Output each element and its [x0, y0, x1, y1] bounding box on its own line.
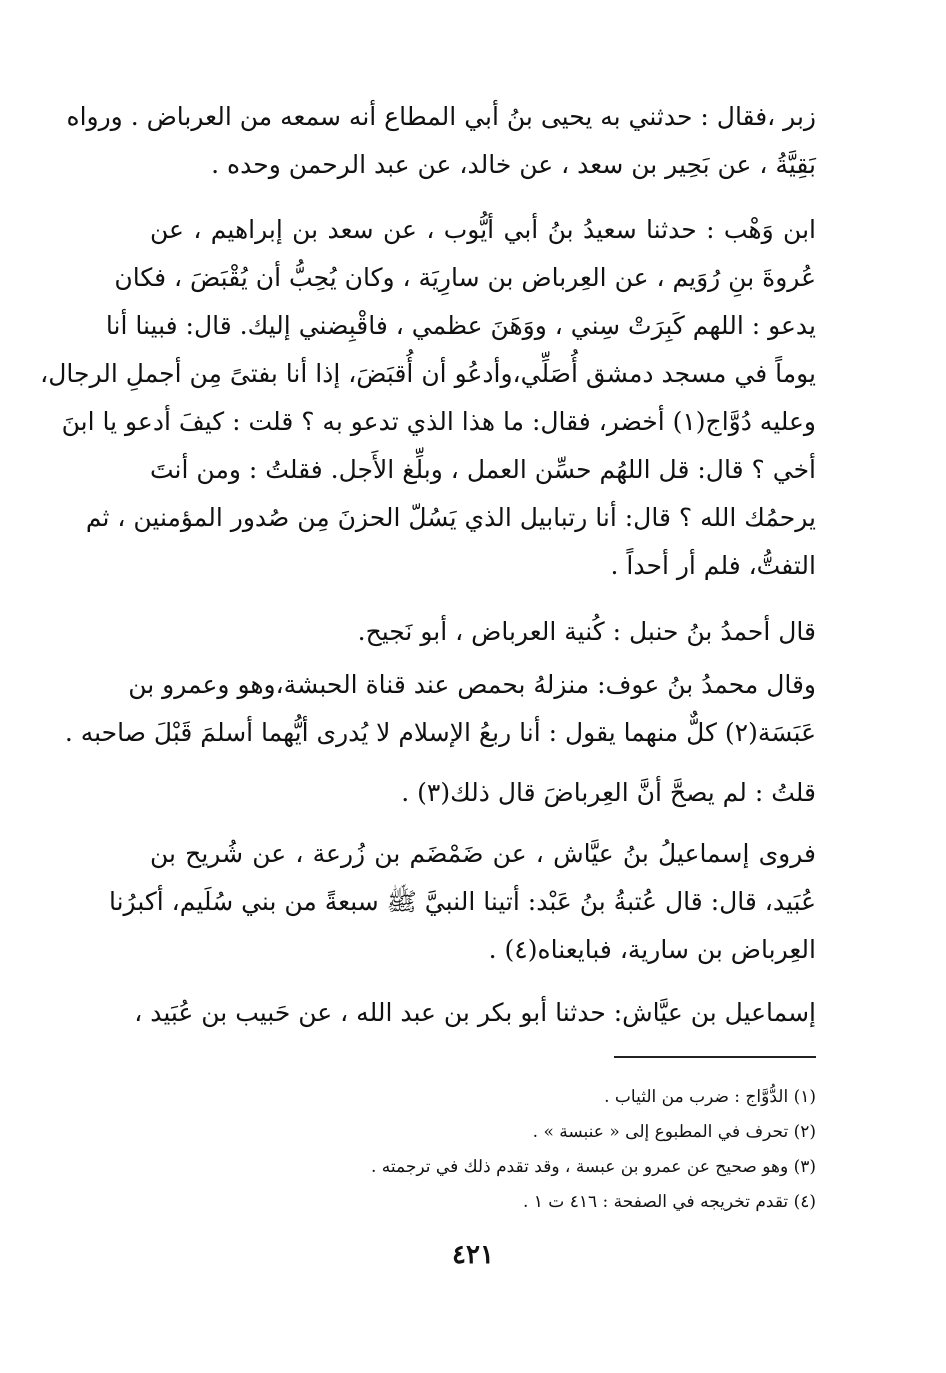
footnote-2: (٢) تحرف في المطبوع إلى « عنبسة » .	[532, 1122, 816, 1142]
footnote-4: (٤) تقدم تخريجه في الصفحة : ٤١٦ ت ١ .	[522, 1192, 816, 1212]
text-line: أخي ؟ قال: قل اللهُم حسِّن العمل ، وبلِّغ الأَجل. فقلتُ : ومن أنتَ	[150, 455, 816, 484]
text-line: قلتُ : لم يصحَّ أنَّ العِرباضَ قال ذلك(٣) .	[401, 778, 816, 807]
text-line: يوماً في مسجد دمشق أُصَلِّي،وأدعُو أن أُقبَضَ، إذا أنا بفتىً مِن أجملِ الرجال،	[40, 359, 816, 388]
text-line: إسماعيل بن عيَّاش: حدثنا أبو بكر بن عبد الله ، عن حَبيب بن عُبَيد ،	[134, 998, 816, 1027]
footnote-3: (٣) وهو صحيح عن عمرو بن عبسة ، وقد تقدم ذلك في ترجمته .	[371, 1157, 816, 1177]
footnote-separator	[614, 1056, 816, 1058]
footnote-1: (١) الدُّوَّاج : ضرب من الثياب .	[604, 1087, 816, 1107]
page-number: ٤٢١	[452, 1240, 494, 1270]
text-line: عَبَسَة(٢) كلٌّ منهما يقول : أنا ربعُ الإسلام لا يُدرى أيُّهما أسلمَ قَبْلَ صاحبه .	[64, 718, 816, 747]
paragraph-2	[40, 206, 816, 590]
text-line: التفتُّ، فلم أر أحداً .	[610, 551, 816, 580]
text-line: بَقِيَّةُ ، عن بَحِير بن سعد ، عن خالد، عن عبد الرحمن وحده .	[211, 150, 816, 179]
text-line: عُبَيد، قال: قال عُتبةُ بنُ عَبْد: أتينا النبيَّ ﷺ سبعةً من بني سُلَيم، أكبرُنا	[108, 887, 816, 916]
paragraph-7	[134, 989, 816, 1037]
text-line: يدعو : اللهم كَبِرَتْ سِني ، ووَهَنَ عظمي ، فاقْبِضني إليك. قال: فبينا أنا	[105, 311, 816, 340]
paragraph-4	[64, 661, 816, 757]
text-line: وعليه دُوَّاج(١) أخضر، فقال: ما هذا الذي تدعو به ؟ قلت : كيفَ أدعو يا ابنَ	[61, 407, 816, 436]
paragraph-5	[150, 769, 816, 817]
paragraph-6	[108, 830, 816, 974]
text-line: عُروةَ بنِ رُوَيم ، عن العِرباض بن سارِيَة ، وكان يُحِبُّ أن يُقْبَضَ ، فكان	[114, 263, 816, 292]
text-line: ابن وَهْب : حدثنا سعيدُ بنُ أبي أيُّوب ، عن سعد بن إبراهيم ، عن	[150, 215, 816, 244]
text-line: فروى إسماعيلُ بنُ عيَّاش ، عن ضَمْضَم بن زُرعة ، عن شُريح بن	[150, 839, 816, 868]
text-line: زبر ،فقال : حدثني به يحيى بنُ أبي المطاع أنه سمعه من العرباض . ورواه	[66, 102, 816, 131]
text-line: قال أحمدُ بنُ حنبل : كُنية العرباض ، أبو نَجيح.	[357, 617, 816, 646]
paragraph-1	[66, 93, 816, 189]
paragraph-3	[150, 608, 816, 656]
text-line: العِرباض بن سارية، فبايعناه(٤) .	[488, 935, 816, 964]
text-line: وقال محمدُ بنُ عوف: منزلهُ بحمص عند قناة الحبشة،وهو وعمرو بن	[128, 670, 816, 699]
text-line: يرحمُك الله ؟ قال: أنا رتبابيل الذي يَسُلّ الحزنَ مِن صُدور المؤمنين ، ثم	[85, 503, 816, 532]
footnotes	[150, 1080, 816, 1220]
